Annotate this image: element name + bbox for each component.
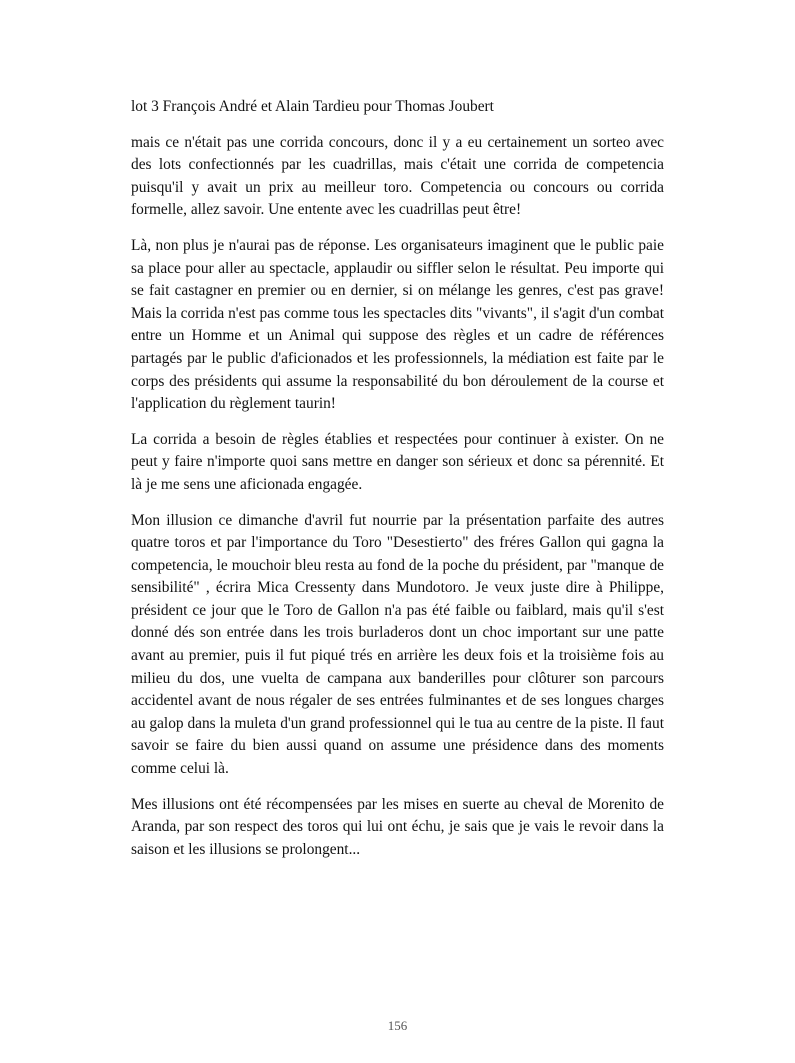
paragraph-organisateurs: Là, non plus je n'aurai pas de réponse. Les organisateurs imaginent que le public paie sa place pour aller au spectacle, applaudir ou siffler selon le résultat. Peu importe qui se fait castagner en premier ou en dernier, si on mélange les genres, c'est pas grave! Mais la corrida n'est pas comme tous les spectacles dits "vivants", il s'agit d'un combat entre un Homme et un Animal qui suppose des règles et un cadre de références partagés par le public d'aficionados et les professionnels, la médiation est faite par le corps des présidents qui assume la responsabilité du bon déroulement de la course et l'application du règlement taurin! <box>131 236 664 413</box>
paragraph-illusion-dimanche: Mon illusion ce dimanche d'avril fut nourrie par la présentation parfaite des autres quatre toros et par l'importance du Toro "Desestierto" des fréres Gallon qui gagna la competencia, le mouchoir bleu resta au fond de la poche du président, par "manque de sensibilité" , écrira Mica Cressenty dans Mundotoro. Je veux juste dire à Philippe, président ce jour que le Toro de Gallon n'a pas été faible ou faiblard, mais qu'il s'est donné dés son entrée dans les trois burladeros dont un choc important sur une patte avant au premier, puis il fut piqué trés en arrière les deux fois et la troisième fois au milieu du dos, une vuelta de campana aux banderilles pour clôturer son parcours accidentel avant de nous régaler de ses entrées fulminantes et de ses longues charges au galop dans la muleta d'un grand professionnel qui le tua au centre de la piste. Il faut savoir se faire du bien aussi quand on assume une présidence dans des moments comme celui là. <box>131 511 664 778</box>
lot-heading-line: lot 3 François André et Alain Tardieu pour Thomas Joubert <box>131 98 494 115</box>
document-page <box>131 96 664 874</box>
paragraph-regles: La corrida a besoin de règles établies et respectées pour continuer à exister. On ne peut y faire n'importe quoi sans mettre en danger son sérieux et donc sa pérennité. Et là je me sens une aficionada engagée. <box>131 430 664 493</box>
page-number: 156 <box>387 1018 408 1033</box>
paragraph-illusions-recompensees: Mes illusions ont été récompensées par les mises en suerte au cheval de Morenito de Aranda, par son respect des toros qui lui ont échu, je sais que je vais le revoir dans la saison et les illusions se prolongent... <box>131 795 664 858</box>
paragraph-sorteo: mais ce n'était pas une corrida concours, donc il y a eu certainement un sorteo avec des lots confectionnés par les cuadrillas, mais c'était une corrida de competencia puisqu'il y avait un prix au meilleur toro. Competencia ou concours ou corrida formelle, allez savoir. Une entente avec les cuadrillas peut être! <box>131 133 664 219</box>
